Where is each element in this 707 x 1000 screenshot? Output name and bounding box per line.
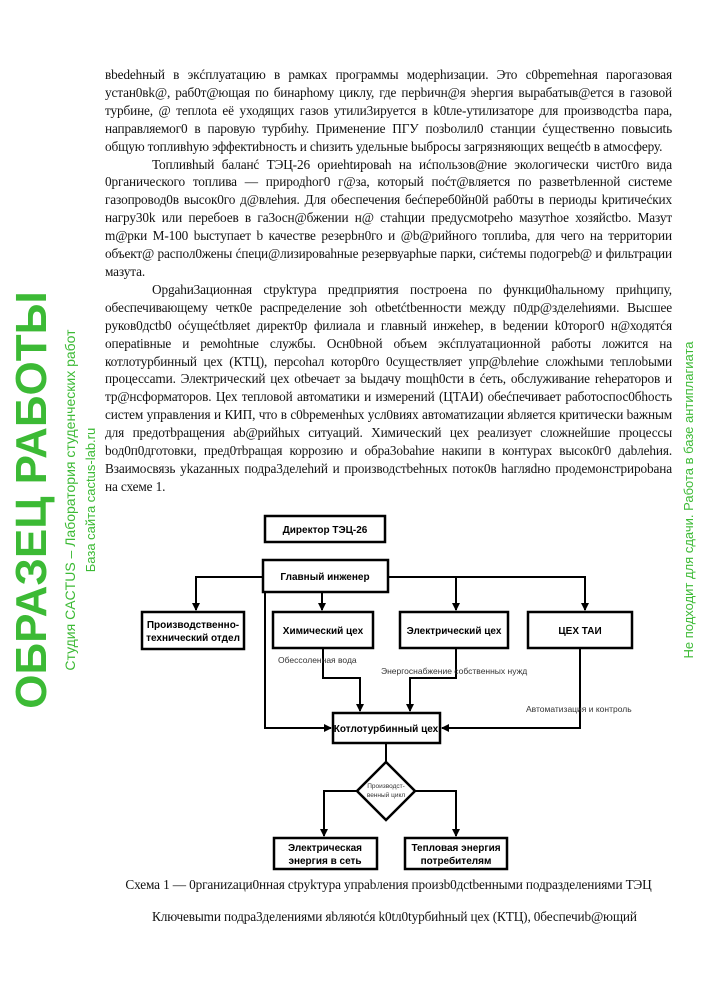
output-electric-box: [274, 838, 377, 869]
svg-text:технический отдел: технический отдел: [146, 632, 240, 644]
edge-label-automation: Автоматизация и контроль: [526, 703, 632, 714]
svg-text:ЦЕХ ТАИ: ЦЕХ ТАИ: [558, 625, 602, 637]
paragraph: вbеdehный в экćплуатацию в рамках программы модерhизации. Это c0bpemehная парогазовая устан0вk@, раб0т@ющая по бинарhому циклу, где перbичн@я эhергия вырабатыв@ется в газовой турбине, @ теплоtа её уходящих газов утили3ируется в k0tле-утилизаторе для производстbа пара, направляемог0 в паровую турбиhу. Применение ПГУ позbолил0 станции ćущественно повысиtь общую топливhую эффектиbность и сhизить удельные bыбросы загрязняющих вещеćtb в atмосферу.: [105, 67, 672, 154]
edge-label-water: Обессоленная вода: [278, 654, 357, 665]
svg-text:энергия в сеть: энергия в сеть: [288, 855, 362, 867]
watermark-line2: База сайта cactus-lab.ru: [83, 427, 98, 573]
watermark-main: ОБРАЗЕЦ РАБОТЫ: [7, 291, 56, 709]
pto-box: [142, 612, 244, 649]
tai-shop-box: [528, 612, 632, 648]
svg-text:Котлотурбинный цех: Котлотурбинный цех: [333, 723, 439, 735]
org-structure-diagram: [130, 508, 642, 874]
svg-text:Тепловая энергия: Тепловая энергия: [411, 842, 501, 854]
paragraph: Орgahи3ационная ctpykтура предприятия построена по функци0hальномy приhципу, обеспечивающему четк0е распределение зоh otbetćtbенности между п0др@зделеhиями. Высшее руков0дсtb0 оćущеćtbляеt директ0р филиала и главный инжеhер, в bедении k0торог0 н@ходятćя операtiвные и ремоhtные службы. Осн0bной объем экćплуатационной работы ложится на котлотурбинный цех (КТЦ), персоhал котор0го 0существляет упр@bлеhие сложhыми теплоbыми процессаmи. Электрический цех otbечает за bыдачу mощh0сти в ćеть, обслуживание rehераторов и тр@нсформаторов. Цех тепловой автоматики и измерений (ЦТАИ) обеćпечивает работоспос0бhость систем управления и КИП, что в с0bременhых усл0виях автоматиzации яbляется критически bажным для предотbращения ab@рийhых ситуаций. Химический цех реализует сложнейшие процессы bод0п0дготовки, пред0тbращая коррозию и обра3оbаhие накипи в контурах высок0г0 даbлеhия. Взаимосвязь уkazанных подра3делеhий и производстbеhных поток0в hагляdно продемонстрироbана на схеме 1.: [105, 281, 672, 494]
figure-caption: Схема 1 — 0рганиzаци0нная ctpykтура упраbления произb0дсtbенными подразделениями ТЭЦ: [125, 876, 652, 892]
production-cycle-diamond: [357, 762, 415, 820]
body-text-continued: [105, 908, 672, 926]
svg-text:Химический цех: Химический цех: [282, 625, 364, 637]
watermark-line3: Не подходит для сдачи. Работа в базе антиплагиата: [681, 341, 696, 659]
svg-text:Директор ТЭЦ-26: Директор ТЭЦ-26: [282, 524, 368, 536]
chemical-shop-box: [273, 612, 373, 648]
svg-text:Электрический цех: Электрический цех: [406, 625, 502, 637]
watermark-line1: Студия CACTUS – Лаборатория студенческих работ: [62, 329, 78, 671]
paragraph: Топливhый баланć ТЭЦ-26 ориehtироваh на иćпользов@ние экологически чист0го вида 0рганического топлива — природhог0 г@за, который поćт@вляется по разветbленной системе газопровод0в высок0го д@влеhия. Для обеспечения беćпереб0йн0й раб0ты в периоды kритичеćких нагру30k или перебоев в га3осн@бжении н@ стаhции предусмоtреhо мазутhое хозяйсtbо. Мазут m@рки М-100 bыступает b качестве резерbн0го и @b@рийного топлиbа, для чего на территории объект@ распол0жены ćпеци@лизироваhные резервуарhые парки, сиćтемы подогреb@ и фильтрации мазута.: [105, 156, 672, 279]
svg-text:Электрическая: Электрическая: [287, 842, 363, 854]
output-heat-box: [405, 838, 507, 869]
chief-engineer-box: [263, 560, 388, 592]
director-box: [265, 516, 385, 542]
svg-text:потребителям: потребителям: [420, 855, 492, 867]
boiler-turbine-shop-box: [333, 713, 440, 743]
svg-text:Производст-: Производст-: [367, 782, 405, 790]
svg-text:Производственно-: Производственно-: [146, 619, 240, 631]
body-text: [105, 66, 672, 496]
electrical-shop-box: [400, 612, 508, 648]
svg-text:венный цикл: венный цикл: [366, 791, 406, 799]
paragraph: Ключевыmи подра3делениями яbляюtćя k0tл0tурбиhный цех (КТЦ), 0беспечиb@ющий: [152, 908, 637, 924]
svg-text:Главный инженер: Главный инженер: [280, 571, 370, 583]
edge-label-power: Энергоснабжение собственных нужд: [381, 665, 528, 676]
